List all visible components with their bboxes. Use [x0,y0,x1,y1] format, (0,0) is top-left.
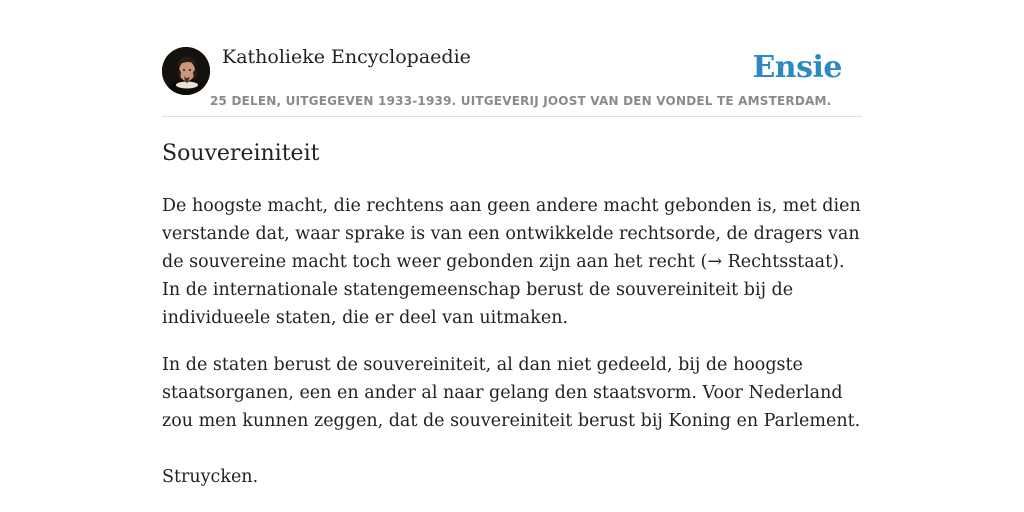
author-signature: Struycken. [162,467,259,487]
paragraph-1-text-start: De hoogste macht, die rechtens aan geen andere macht gebonden is, met dien verstande dat, waar sprake is van een ontwikkelde rechtsorde, de dragers van de souvereine macht toch weer gebonden zijn aan het recht ( [162,196,861,272]
paragraph-1 [162,192,862,332]
article-body [162,192,862,491]
paragraph-2: In de staten berust de souvereiniteit, al dan niet gedeeld, bij de hoogste staatsorganen, een en ander al naar gelang den staatsvorm. Voor Nederland zou men kunnen zeggen, dat de souvereiniteit berust bij Koning en Parlement. [162,355,861,431]
source-meta: 25 DELEN, UITGEGEVEN 1933-1939. UITGEVERIJ JOOST VAN DEN VONDEL TE AMSTERDAM. [210,94,832,108]
source-title[interactable]: Katholieke Encyclopaedie [222,46,471,68]
rechtsstaat-link[interactable]: → Rechtsstaat [707,252,833,272]
portrait-avatar-icon[interactable] [162,47,210,95]
paragraph-1-text-end: ). In de internationale statengemeenschap berust de souvereiniteit bij de individueele staten, die er deel van uitmaken. [162,252,845,328]
article-title: Souvereiniteit [162,141,320,166]
ensie-logo-link[interactable]: Ensie [752,50,842,85]
article [162,138,862,491]
source-header [162,40,862,117]
